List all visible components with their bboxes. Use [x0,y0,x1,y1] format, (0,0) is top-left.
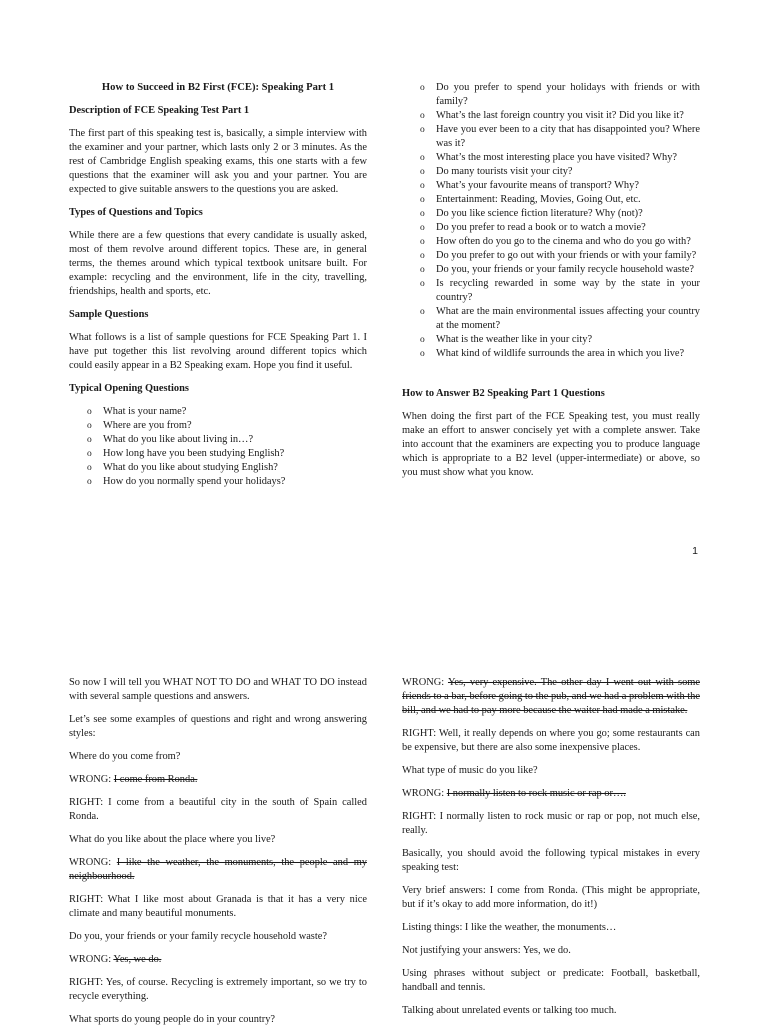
mistake-4: Using phrases without subject or predicate: Football, basketball, handball and tennis. [402,968,700,993]
question-5: What type of music do you like? [402,765,538,776]
list-item: o What’s your favourite means of transport? Why? [402,179,700,193]
list-item: o Entertainment: Reading, Movies, Going Out, etc. [402,193,700,207]
wrong-answer-3 [69,953,367,967]
list-item: o How long have you been studying English? [69,447,367,461]
page2-right-column [402,676,700,1027]
list-item: o What do you like about living in…? [69,433,367,447]
question-1: Where do you come from? [69,751,181,762]
paragraph-description: The first part of this speaking test is, basically, a simple interview with the examiner and your partner, which lasts only 2 or 3 minutes. As the rest of Cambridge English speaking exams, this one starts with a few questions that the examiner will ask you and your partner. You are expected to give suitable answers to the questions you are asked. [69,128,367,195]
wrong-answer-4 [402,676,700,718]
wrong-text: I like the weather, the monuments, the people and my neighbourhood. [69,857,367,882]
opening-questions-list [69,405,367,489]
right-answer-5: RIGHT: I normally listen to rock music or rap or pop, not much else, really. [402,811,700,836]
wrong-answer-1 [69,773,367,787]
list-item: o Have you ever been to a city that has disappointed you? Where was it? [402,123,700,151]
paragraph-sample: What follows is a list of sample questions for FCE Speaking Part 1. I have put together this list revolving around different topics which could easily appear in a B2 Speaking exam. Hope you find it useful. [69,332,367,371]
list-item: o How do you normally spend your holidays? [69,475,367,489]
question-2: What do you like about the place where you live? [69,834,276,845]
list-item: o What kind of wildlife surrounds the area in which you live? [402,347,700,361]
list-item: o What are the main environmental issues affecting your country at the moment? [402,305,700,333]
right-answer-1: RIGHT: I come from a beautiful city in the south of Spain called Ronda. [69,797,367,822]
wrong-label: WRONG: [402,677,448,688]
list-item: o Do you, your friends or your family recycle household waste? [402,263,700,277]
list-item: o Do you prefer to spend your holidays with friends or with family? [402,81,700,109]
heading-description: Description of FCE Speaking Test Part 1 [69,105,250,116]
list-item: o Is recycling rewarded in some way by the state in your country? [402,277,700,305]
mistake-2: Listing things: I like the weather, the monuments… [402,922,617,933]
list-item: o What is the weather like in your city? [402,333,700,347]
list-item: o Do many tourists visit your city? [402,165,700,179]
wrong-label: WRONG: [69,774,114,785]
document-title: How to Succeed in B2 First (FCE): Speaking Part 1 [101,82,335,93]
list-item: o What’s the most interesting place you have visited? Why? [402,151,700,165]
more-questions-list [402,81,700,361]
wrong-text: Yes, we do. [113,954,162,965]
heading-how-to-answer: How to Answer B2 Speaking Part 1 Questions [402,388,605,399]
paragraph-types: While there are a few questions that every candidate is usually asked, most of them revolve around different topics. These are, in general terms, the themes around which typical textbook unitsare built. For example: recycling and the environment, life in the city, travelling, friendships, health and sports, etc. [69,230,367,297]
list-item: o Do you prefer to read a book or to watch a movie? [402,221,700,235]
paragraph-intro: So now I will tell you WHAT NOT TO DO and WHAT TO DO instead with several sample questions and answers. [69,677,367,702]
wrong-label: WRONG: [69,954,114,965]
question-4: What sports do young people do in your country? [69,1014,276,1025]
question-3: Do you, your friends or your family recycle household waste? [69,931,327,942]
heading-sample-questions: Sample Questions [69,309,149,320]
list-item: o How often do you go to the cinema and who do you go with? [402,235,700,249]
document-page-2 [0,666,768,1024]
page-number: 1 [692,545,698,557]
list-item: o What’s the last foreign country you visit it? Did you like it? [402,109,700,123]
heading-types: Types of Questions and Topics [69,207,203,218]
wrong-label: WRONG: [69,857,117,868]
page1-left-column [69,81,367,498]
page1-right-column [402,81,700,489]
list-item: o What do you like about studying English? [69,461,367,475]
mistake-1: Very brief answers: I come from Ronda. (This might be appropriate, but if it’s okay to add more information, do it!) [402,885,700,910]
mistake-5: Talking about unrelated events or talking too much. [402,1005,617,1016]
paragraph-basically: Basically, you should avoid the following typical mistakes in every speaking test: [402,848,700,873]
wrong-label: WRONG: [402,788,447,799]
right-answer-4: RIGHT: Well, it really depends on where you go; some restaurants can be expensive, but there are also some inexpensive places. [402,728,700,753]
wrong-text: Yes, very expensive. The other day I went out with some friends to a bar, before going to the pub, and we had a problem with the bill, and we had to pay more because the waiter had made a mistake. [402,677,700,716]
paragraph-examples: Let’s see some examples of questions and right and wrong answering styles: [69,714,367,739]
right-answer-2: RIGHT: What I like most about Granada is that it has a very nice climate and many beautiful monuments. [69,894,367,919]
right-answer-3: RIGHT: Yes, of course. Recycling is extremely important, so we try to recycle everything. [69,977,367,1002]
list-item: o Do you like science fiction literature? Why (not)? [402,207,700,221]
heading-opening-questions: Typical Opening Questions [69,383,189,394]
page2-left-column [69,676,367,1036]
list-item: o Where are you from? [69,419,367,433]
list-item: o Do you prefer to go out with your friends or with your family? [402,249,700,263]
mistake-3: Not justifying your answers: Yes, we do. [402,945,571,956]
list-item: o What is your name? [69,405,367,419]
wrong-answer-5 [402,787,700,801]
wrong-text: I normally listen to rock music or rap or…. [446,788,626,799]
wrong-answer-2 [69,856,367,884]
paragraph-how-to-answer: When doing the first part of the FCE Speaking test, you must really make an effort to answer concisely yet with a complete answer. Take into account that the examiners are expecting you to produce language which is appropriate to a B2 level (upper-intermediate) or above, so you must show what you know. [402,411,700,478]
wrong-text: I come from Ronda. [113,774,198,785]
